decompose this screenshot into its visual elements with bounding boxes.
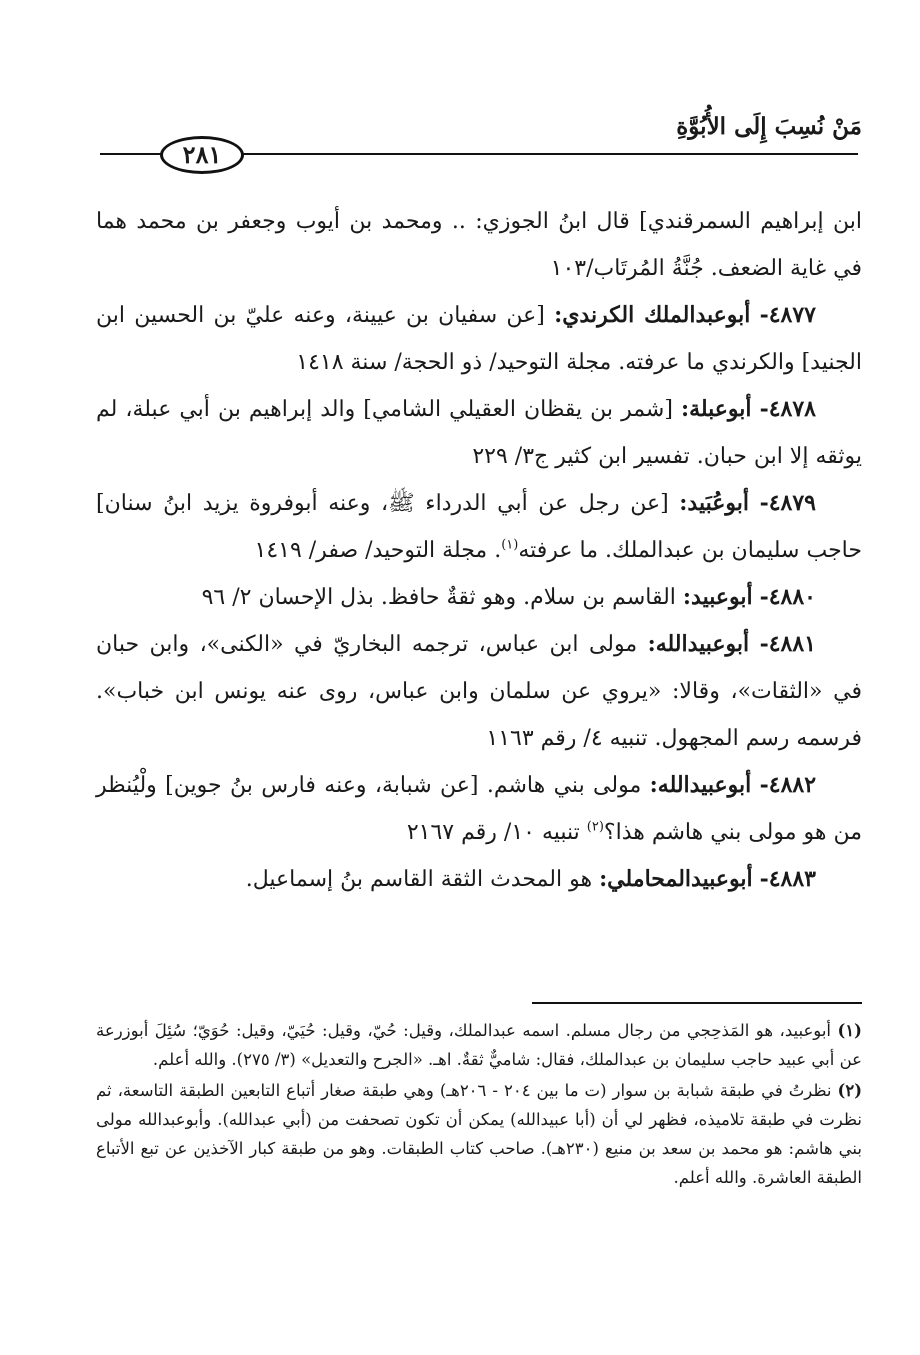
running-title: مَنْ نُسِبَ إِلَى الأُبُوَّةِ [676, 113, 862, 140]
entry-name: أبوعبلة: [680, 396, 752, 422]
entry-name: أبوعبيد: [682, 584, 753, 610]
entry-4877 [96, 292, 862, 386]
entry-name: أبوعُبَيد: [679, 490, 749, 516]
footnote-number: (٢) [837, 1081, 862, 1100]
footnote-ref-2[interactable]: (٢) [586, 819, 604, 835]
entry-number: ٤٨٨٠- [759, 584, 816, 610]
entry-text-tail: تنبيه ١٠/ رقم ٢١٦٧ [406, 820, 587, 845]
footnote-text: أبوعبيد، هو المَذحِجي من رجال مسلم. اسمه عبدالملك، وقيل: حُيّ، وقيل: حُيَيّ، وقيل: حُوَيّ؛ سُئِلَ أبوزرعة عن أبي عبيد حاجب سليمان بن عبدالملك، فقال: شاميٌّ ثقةٌ. اهـ. «الجرح والتعديل» (٣/ ٢٧٥). والله أعلم. [96, 1021, 862, 1069]
entry-text: القاسم بن سلام. وهو ثقةٌ حافظ. بذل الإحسان ٢/ ٩٦ [201, 585, 676, 610]
entry-text: [عن رجل عن أبي الدرداء ﷺ، وعنه أبوفروة يزيد ابنُ سنان] حاجب سليمان بن عبدالملك. ما عرفته [96, 491, 862, 563]
entry-name: أبوعبيدالله: [647, 631, 750, 657]
page-number: ٢٨١ [160, 136, 244, 174]
entry-text-tail: . مجلة التوحيد/ صفر/ ١٤١٩ [254, 538, 502, 563]
footnotes [96, 1016, 862, 1194]
entry-name: أبوعبيدالله: [649, 772, 752, 798]
footnote-number: (١) [837, 1021, 862, 1040]
entry-number: ٤٨٧٩- [759, 490, 816, 516]
entry-number: ٤٨٨١- [759, 631, 816, 657]
footnote-ref-1[interactable]: (١) [501, 537, 519, 553]
entry-text: مولى ابن عباس، ترجمه البخاريّ في «الكنى»، وابن حبان في «الثقات»، وقالا: «يروي عن سلمان وابن عباس، روى عنه يونس ابن خباب». فرسمه رسم المجهول. تنبيه ٤/ رقم ١١٦٣ [96, 632, 862, 751]
footnote-1 [96, 1016, 862, 1074]
footnote-text: نظرتُ في طبقة شبابة بن سوار (ت ما بين ٢٠٤ - ٢٠٦هـ) وهي طبقة صغار أتباع التابعين الطبقة التاسعة، ثم نظرت في طبقة تلاميذه، فظهر لي أن (أبا عبيدالله) يمكن أن تكون تصحفت من (أبي عبدالله). وأبوعبدالله مولى بني هاشم: هو محمد بن سعد بن منيع (٢٣٠هـ). صاحب كتاب الطبقات. وهو من طبقة كبار الآخذين عن تبع الأتباع الطبقة العاشرة. والله أعلم. [96, 1081, 863, 1187]
continuation-paragraph: ابن إبراهيم السمرقندي] قال ابنُ الجوزي: .. ومحمد بن أيوب وجعفر بن محمد هما في غاية الضعف. جُنَّةُ المُرتَاب/١٠٣ [96, 209, 862, 281]
entry-4880 [96, 574, 862, 621]
footnote-2 [96, 1076, 862, 1192]
entry-name: أبوعبيدالمحاملي: [599, 866, 753, 892]
main-text [96, 198, 862, 903]
entry-number: ٤٨٨٣- [759, 866, 816, 892]
entry-name: أبوعبدالملك الكرندي: [554, 302, 751, 328]
entry-text: [شمر بن يقظان العقيلي الشامي] والد إبراهيم بن أبي عبلة، لم يوثقه إلا ابن حبان. تفسير ابن كثير ج٣/ ٢٢٩ [96, 397, 862, 469]
entry-number: ٤٨٨٢- [759, 772, 817, 798]
entry-number: ٤٨٧٧- [759, 302, 816, 328]
entry-4881 [96, 621, 862, 762]
entry-4883 [96, 856, 862, 903]
entry-text: مولى بني هاشم. [عن شبابة، وعنه فارس بنُ جوين] ولْيُنظر من هو مولى بني هاشم هذا؟ [96, 773, 862, 845]
entry-text: [عن سفيان بن عيينة، وعنه عليّ بن الحسين ابن الجنيد] والكرندي ما عرفته. مجلة التوحيد/ ذو الحجة/ سنة ١٤١٨ [96, 303, 862, 375]
entry-number: ٤٨٧٨- [759, 396, 816, 422]
entry-text: هو المحدث الثقة القاسم بنُ إسماعيل. [245, 867, 593, 892]
footnote-rule [532, 1002, 862, 1004]
entry-4878 [96, 386, 862, 480]
entry-4879 [96, 480, 862, 574]
entry-4882 [96, 762, 862, 856]
